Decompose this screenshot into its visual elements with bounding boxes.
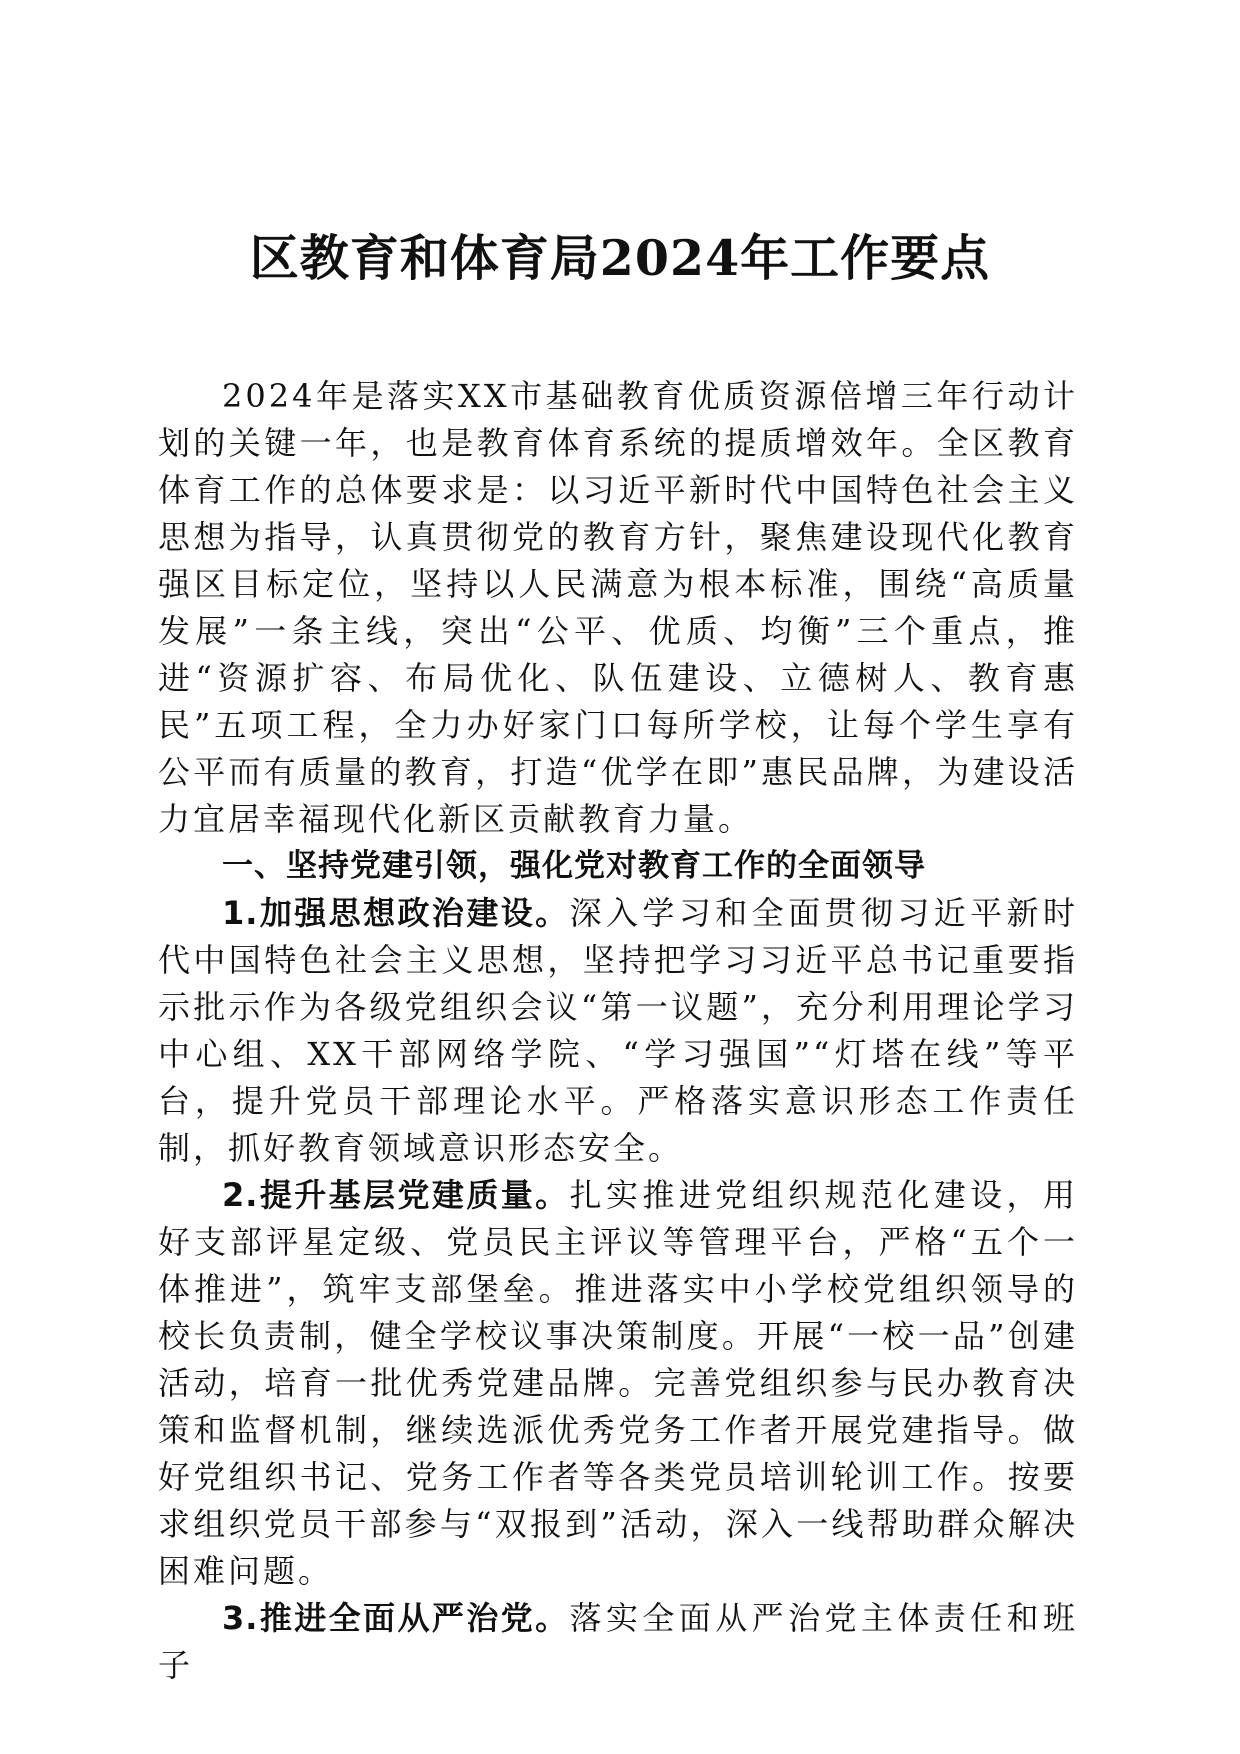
item-lead: 3.推进全面从严治党。 (222, 1599, 570, 1637)
document-body (158, 373, 1078, 1689)
intro-paragraph: 2024年是落实XX市基础教育优质资源倍增三年行动计划的关键一年，也是教育体育系统的提质增效年。全区教育体育工作的总体要求是：以习近平新时代中国特色社会主义思想为指导，认真贯彻党的教育方针，聚焦建设现代化教育强区目标定位，坚持以人民满意为根本标准，围绕“高质量发展”一条主线，突出“公平、优质、均衡”三个重点，推进“资源扩容、布局优化、队伍建设、立德树人、教育惠民”五项工程，全力办好家门口每所学校，让每个学生享有公平而有质量的教育，打造“优学在即”惠民品牌，为建设活力宜居幸福现代化新区贡献教育力量。 (158, 377, 1078, 838)
item-lead: 1.加强思想政治建设。 (222, 894, 570, 932)
item-paragraph (158, 1595, 1078, 1689)
item-text: 扎实推进党组织规范化建设，用好支部评星定级、党员民主评议等管理平台，严格“五个一体推进”，筑牢支部堡垒。推进落实中小学校党组织领导的校长负责制，健全学校议事决策制度。开展“一校一品”创建活动，培育一批优秀党建品牌。完善党组织参与民办教育决策和监督机制，继续选派优秀党务工作者开展党建指导。做好党组织书记、党务工作者等各类党员培训轮训工作。按要求组织党员干部参与“双报到”活动，深入一线帮助群众解决困难问题。 (158, 1176, 1078, 1590)
item-lead: 2.提升基层党建质量。 (222, 1176, 570, 1214)
section-heading: 一、坚持党建引领，强化党对教育工作的全面领导 (222, 848, 926, 884)
item-paragraph (158, 1172, 1078, 1595)
item-paragraph (158, 890, 1078, 1172)
document-title: 区教育和体育局2024年工作要点 (249, 229, 991, 287)
item-text: 落实全面从严治党主体责任和班子 (158, 1599, 1078, 1684)
item-text: 深入学习和全面贯彻习近平新时代中国特色社会主义思想，坚持把学习习近平总书记重要指示批示作为各级党组织会议“第一议题”，充分利用理论学习中心组、XX干部网络学院、“学习强国”“灯塔在线”等平台，提升党员干部理论水平。严格落实意识形态工作责任制，抓好教育领域意识形态安全。 (158, 894, 1078, 1167)
